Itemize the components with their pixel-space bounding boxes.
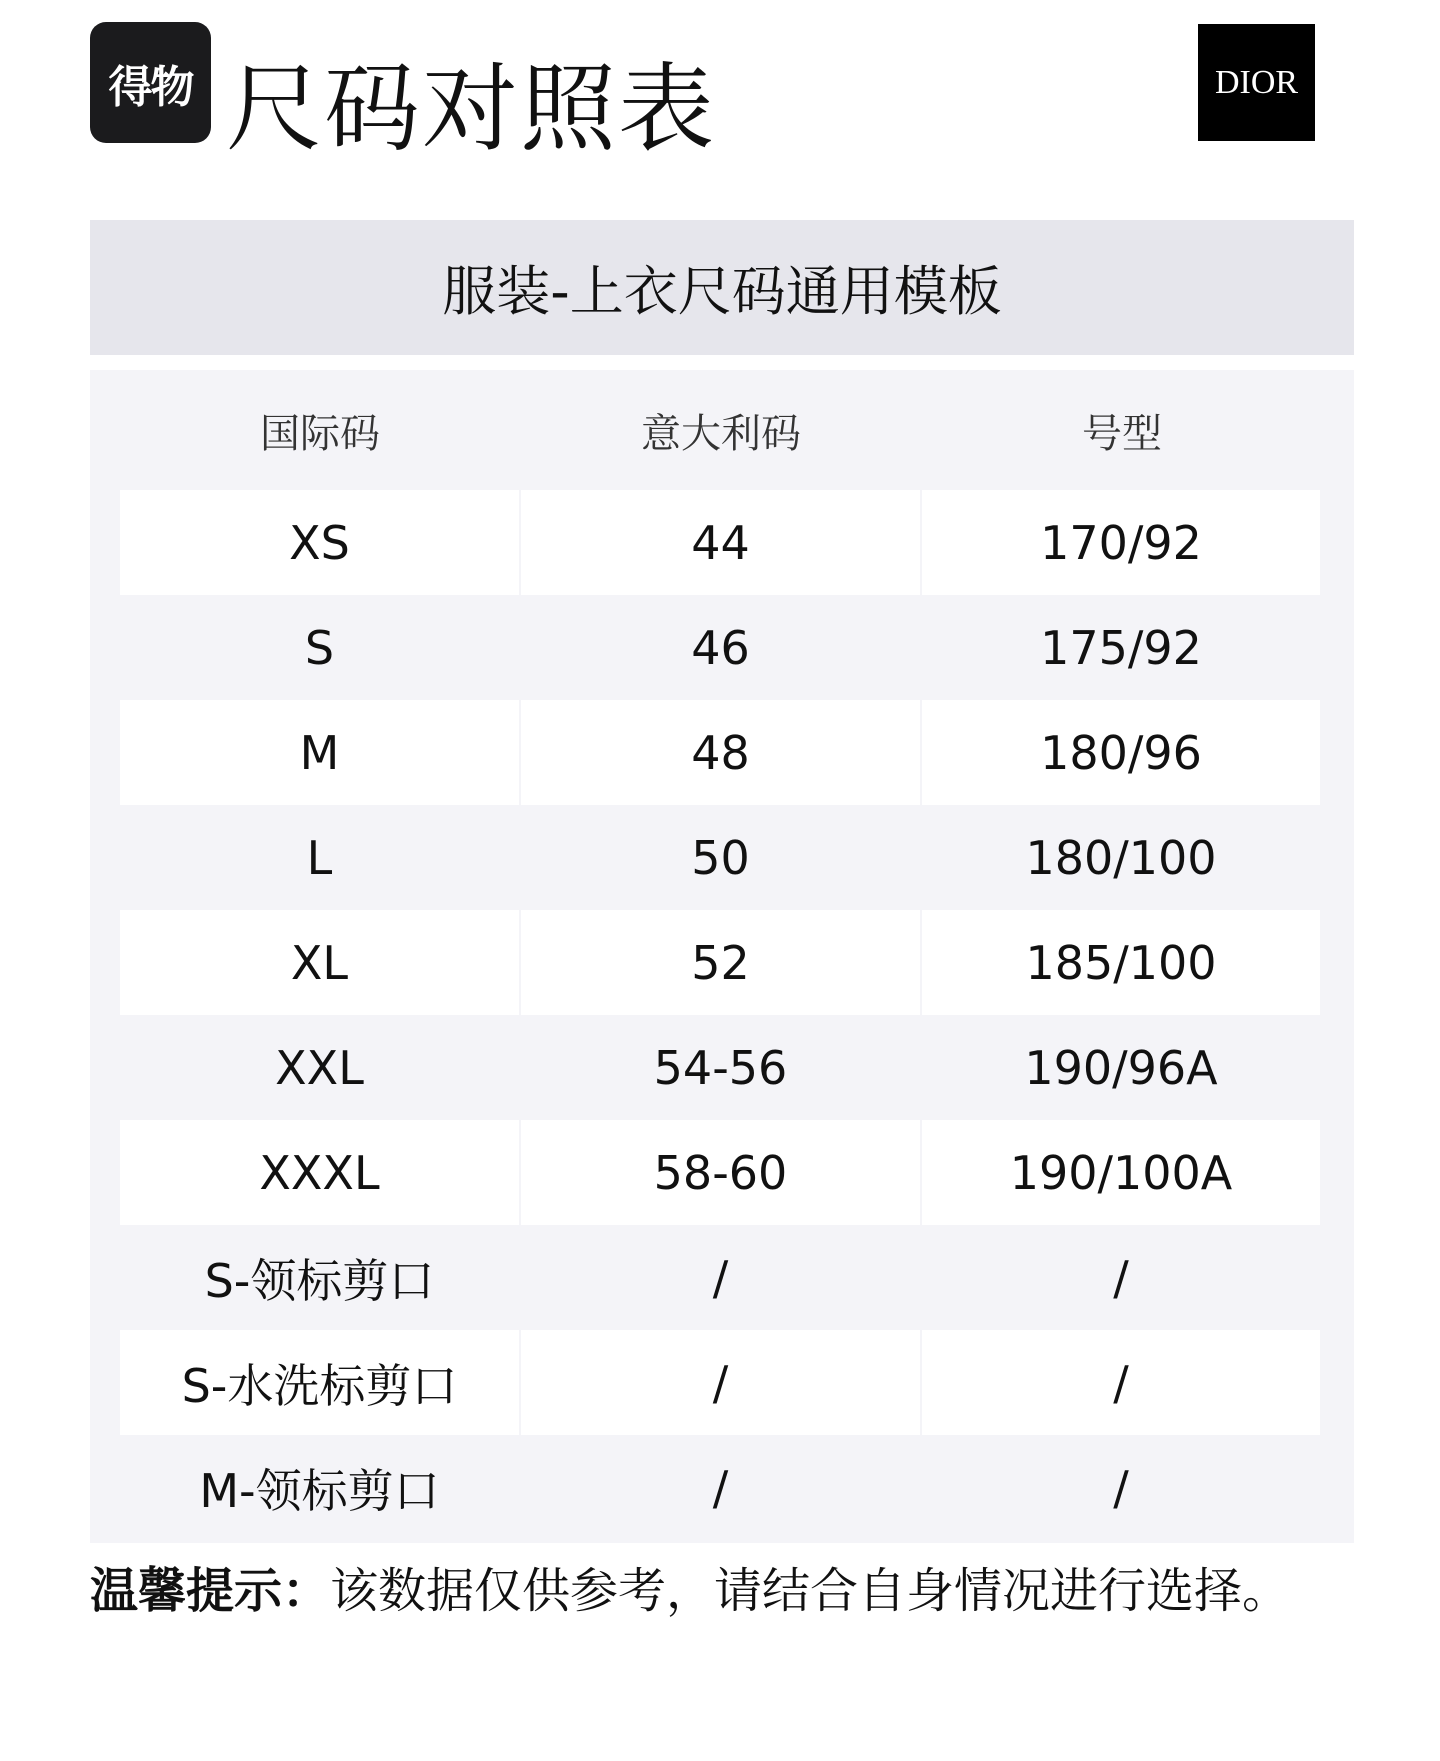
table-header xyxy=(120,370,1320,490)
cell-international: XS xyxy=(120,490,519,595)
column-header-size-type: 号型 xyxy=(1082,410,1162,457)
table-row xyxy=(120,700,1320,805)
section-banner xyxy=(90,220,1354,355)
cell-international: M xyxy=(120,700,519,805)
cell-size-type: 190/100A xyxy=(922,1120,1320,1225)
cell-international: S xyxy=(304,620,335,675)
table-row xyxy=(120,1225,1320,1330)
cell-italian: 58-60 xyxy=(521,1120,920,1225)
table-row xyxy=(120,805,1320,910)
cell-italian: / xyxy=(712,1250,729,1305)
cell-italian: 54-56 xyxy=(653,1040,788,1095)
column-header-italian: 意大利码 xyxy=(641,410,801,457)
page-title: 尺码对照表 xyxy=(226,53,716,165)
footer-text: 该数据仅供参考，请结合自身情况进行选择。 xyxy=(330,1563,1291,1619)
footer-note xyxy=(90,1558,1290,1624)
cell-international: L xyxy=(306,830,333,885)
footer-label: 温馨提示： xyxy=(90,1563,331,1619)
cell-international: M-领标剪口 xyxy=(199,1463,440,1518)
cell-size-type: / xyxy=(1113,1460,1129,1515)
table-row xyxy=(120,1330,1320,1435)
cell-italian: 48 xyxy=(521,700,920,805)
cell-international: S-水洗标剪口 xyxy=(120,1330,519,1435)
section-title: 服装-上衣尺码通用模板 xyxy=(442,260,1002,323)
table-row xyxy=(120,490,1320,595)
cell-size-type: 180/96 xyxy=(922,700,1320,805)
table-row xyxy=(120,595,1320,700)
cell-italian: / xyxy=(521,1330,920,1435)
table-row xyxy=(120,1015,1320,1120)
cell-italian: 52 xyxy=(521,910,920,1015)
table-row xyxy=(120,910,1320,1015)
table-row xyxy=(120,1435,1320,1540)
cell-size-type: 170/92 xyxy=(922,490,1320,595)
cell-size-type: / xyxy=(922,1330,1320,1435)
cell-size-type: 180/100 xyxy=(1025,830,1217,885)
cell-italian: 50 xyxy=(691,830,750,885)
cell-international: XXXL xyxy=(120,1120,519,1225)
cell-size-type: 190/96A xyxy=(1024,1040,1218,1095)
brand-logo: DIOR xyxy=(1198,24,1315,141)
cell-italian: 46 xyxy=(691,620,750,675)
table-row xyxy=(120,1120,1320,1225)
size-table xyxy=(90,370,1354,1543)
page-header xyxy=(0,0,1440,200)
cell-italian: / xyxy=(712,1460,729,1515)
column-header-international: 国际码 xyxy=(260,410,380,457)
cell-international: XXL xyxy=(275,1040,364,1095)
cell-international: S-领标剪口 xyxy=(204,1253,435,1308)
cell-size-type: / xyxy=(1113,1250,1129,1305)
cell-international: XL xyxy=(120,910,519,1015)
cell-size-type: 175/92 xyxy=(1040,620,1202,675)
app-logo: 得物 xyxy=(90,22,211,143)
cell-size-type: 185/100 xyxy=(922,910,1320,1015)
cell-italian: 44 xyxy=(521,490,920,595)
